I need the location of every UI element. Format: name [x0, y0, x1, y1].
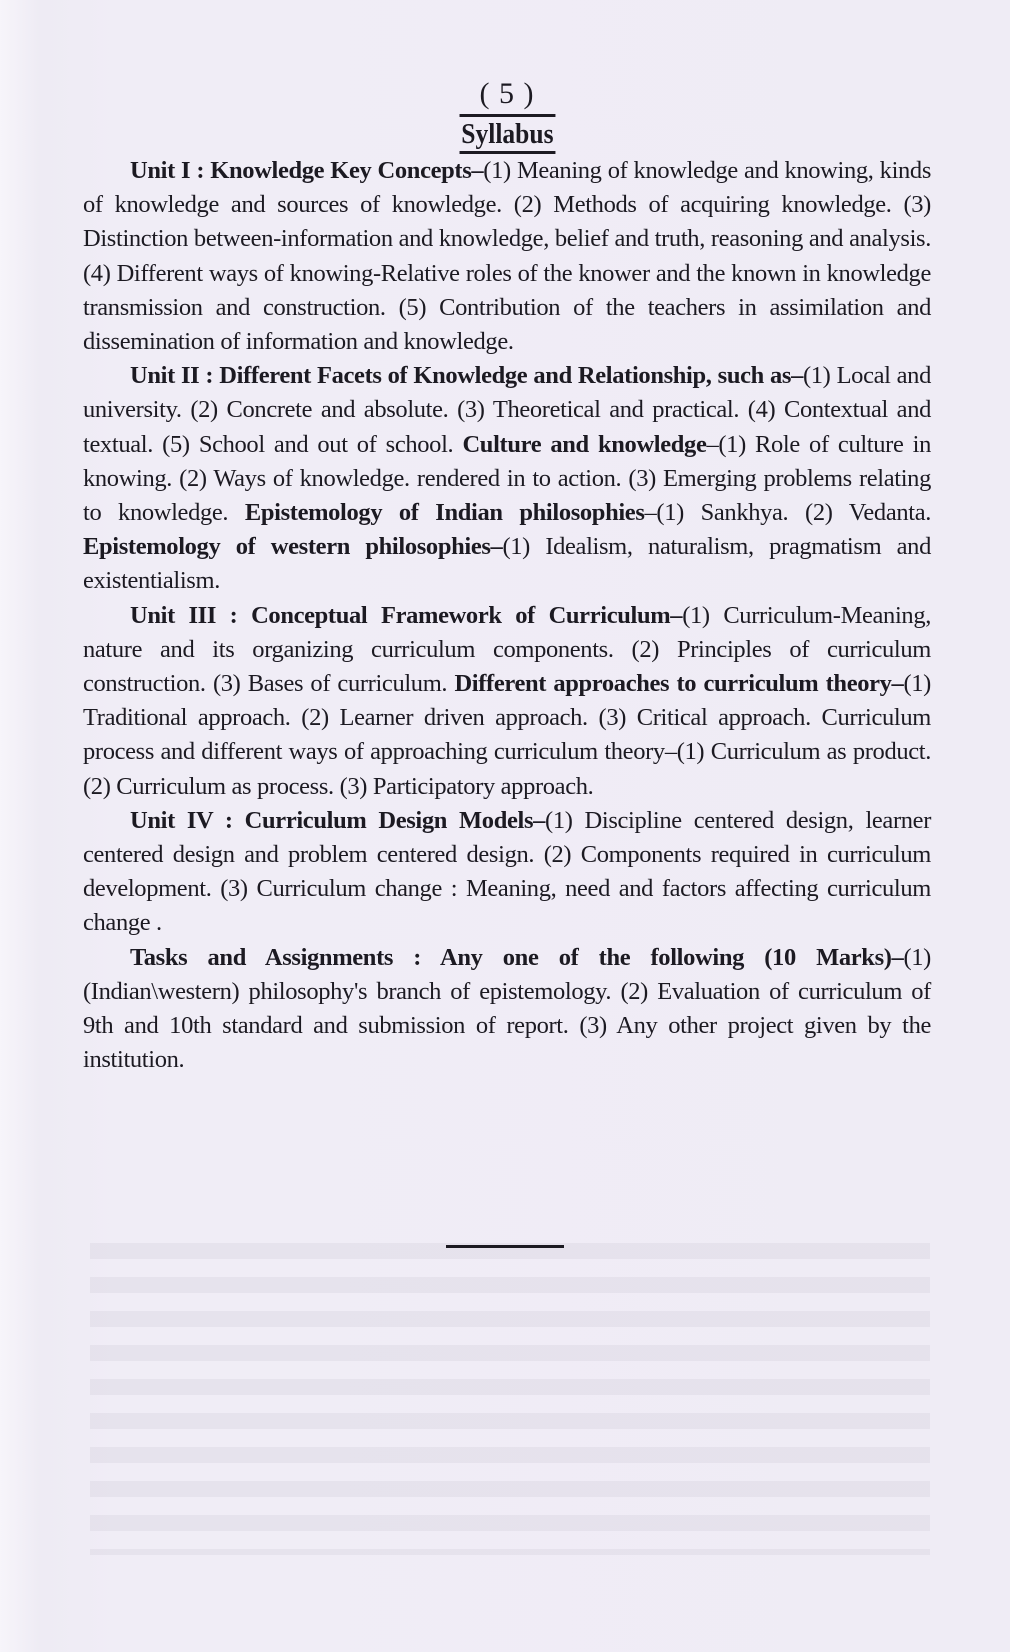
end-divider [446, 1245, 564, 1248]
unit-3-text-a: (1) Curriculum-Meaning, nature and its organizing curriculum components. (2) Principles of curriculum construction. (3) Bases of curriculum. [83, 601, 931, 698]
unit-2-text-c: –(1) Sankhya. (2) Vedanta. [644, 499, 932, 527]
tasks-paragraph [83, 941, 931, 1078]
unit-3-text-b: (1) Traditional approach. (2) Learner driven approach. (3) Critical approach. Curriculum process and different ways of approaching curriculum theory–(1) Curriculum as product. (2) Curriculum as process. (3) Participatory approach. [83, 670, 931, 800]
unit-1-paragraph [83, 154, 931, 359]
unit-1-heading: Unit I : Knowledge Key Concepts– [130, 157, 484, 184]
unit-4-text: (1) Discipline centered design, learner centered design and problem centered design. (2) Components required in curriculum development. (3) Curriculum change : Meaning, need and factors affecting curriculum change . [83, 806, 931, 937]
page-title: Syllabus [459, 114, 555, 154]
unit-2-text-a: (1) Local and university. (2) Concrete and absolute. (3) Theoretical and practical. (4) Contextual and textual. (5) School and out of school. [83, 362, 931, 458]
unit-2-text-b: –(1) Role of culture in knowing. (2) Ways of knowledge. rendered in to action. (3) Emerging problems relating to knowledge. [83, 430, 932, 527]
page-number: ( 5 ) [479, 77, 535, 110]
unit-2-text-d: (1) Idealism, naturalism, pragmatism and existentialism. [83, 533, 931, 595]
unit-2-subheading-indian: Epistemology of Indian philosophies [244, 499, 645, 527]
unit-3-paragraph [83, 599, 931, 804]
unit-3-heading: Unit III : Conceptual Framework of Curriculum– [130, 601, 683, 629]
page-content [83, 76, 931, 1077]
unit-4-heading: Unit IV : Curriculum Design Models– [130, 806, 546, 834]
unit-4-paragraph [83, 804, 931, 941]
unit-2-heading: Unit II : Different Facets of Knowledge and Relationship, such as– [130, 362, 803, 390]
tasks-text: (1) (Indian\western) philosophy's branch of epistemology. (2) Evaluation of curriculum of 9th and 10th standard and submission of report. (3) Any other project given by the institution. [83, 943, 931, 1074]
tasks-heading: Tasks and Assignments : Any one of the following (10 Marks)– [130, 943, 904, 971]
unit-2-subheading-western: Epistemology of western philosophies– [83, 533, 503, 561]
unit-2-paragraph [83, 359, 931, 598]
unit-3-subheading-approaches: Different approaches to curriculum theory– [454, 670, 904, 698]
bleed-through-text [90, 1225, 930, 1555]
title-wrapper [83, 114, 931, 154]
unit-2-subheading-culture: Culture and knowledge [462, 430, 707, 458]
unit-1-text: (1) Meaning of knowledge and knowing, kinds of knowledge and sources of knowledge. (2) Methods of acquiring knowledge. (3) Distinction between-information and knowledge, belief and truth, reasoning and analysis. (4) Different ways of knowing-Relative roles of the knower and the known in knowledge transmission and construction. (5) Contribution of the teachers in assimilation and dissemination of information and knowledge. [83, 157, 932, 356]
